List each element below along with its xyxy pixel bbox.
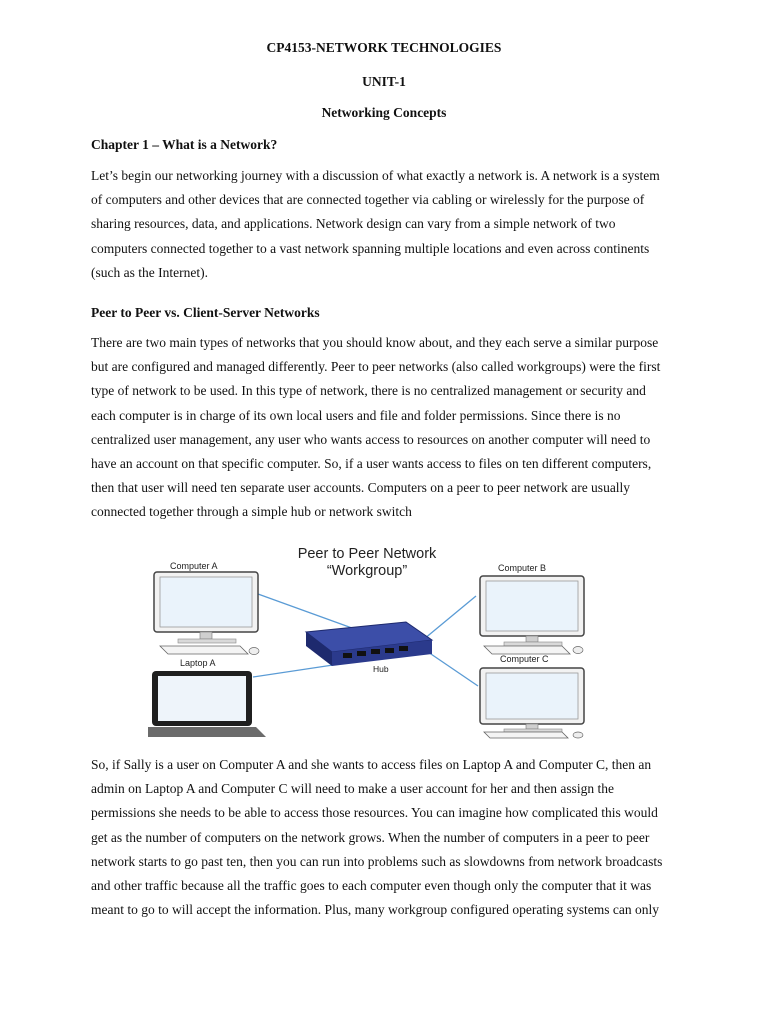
paragraph-line: So, if Sally is a user on Computer A and she wants to access files on Laptop A and Computer C, then an bbox=[91, 757, 652, 772]
paragraph-line: type of network to be used. In this type of network, there is no centralized management or security and bbox=[91, 383, 646, 399]
peer-to-peer-diagram bbox=[148, 540, 608, 740]
paragraph-line: but are configured and managed differently. Peer to peer networks (also called workgroups) were the first bbox=[91, 359, 661, 375]
computer-a-icon bbox=[154, 572, 259, 655]
cable-computer-c bbox=[428, 652, 478, 686]
paragraph-line: permissions she needs to be able to access those resources. You can imagine how complicated this would bbox=[91, 805, 658, 821]
label-laptop-a: Laptop A bbox=[180, 658, 216, 668]
unit-title: UNIT-1 bbox=[362, 74, 406, 89]
section-heading: Peer to Peer vs. Client-Server Networks bbox=[91, 305, 320, 320]
paragraph-line: computers connected together to a vast network spanning multiple locations and even across continents bbox=[91, 240, 650, 256]
label-computer-c: Computer C bbox=[500, 654, 549, 664]
label-computer-b: Computer B bbox=[498, 563, 547, 573]
diagram-title-line1: Peer to Peer Network bbox=[297, 546, 437, 562]
label-hub: Hub bbox=[373, 664, 389, 674]
topic-title: Networking Concepts bbox=[321, 105, 447, 120]
paragraph-line: of computers and other devices that are connected together via cabling or wirelessly for the purpose of bbox=[91, 192, 645, 208]
paragraph-line: (such as the Internet). bbox=[91, 264, 208, 280]
paragraph-line: network starts to go past ten, then you can run into problems such as slowdowns from network broadcasts bbox=[91, 853, 663, 869]
hub-icon bbox=[306, 622, 432, 666]
paragraph-line: connected together through a simple hub or network switch bbox=[91, 504, 412, 520]
paragraph-line: get as the number of computers on the network grows. When the number of computers in a peer to peer bbox=[91, 829, 650, 845]
paragraph-line: admin on Laptop A and Computer C will need to make a user account for her and then assign the bbox=[91, 781, 614, 797]
course-title: CP4153-NETWORK TECHNOLOGIES bbox=[266, 40, 502, 55]
laptop-a-icon bbox=[148, 671, 266, 737]
chapter-heading: Chapter 1 – What is a Network? bbox=[91, 137, 278, 152]
paragraph-line: and other traffic because all the traffic goes to each computer even though only the computer that it was bbox=[91, 877, 652, 893]
paragraph-intro bbox=[91, 164, 681, 285]
cable-computer-a bbox=[258, 594, 363, 632]
paragraph-line: centralized user management, any user who wants access to resources on another computer will need to bbox=[91, 431, 651, 447]
computer-c-icon bbox=[480, 668, 584, 738]
paragraph-line: sharing resources, data, and applications. Network design can vary from a simple network of two bbox=[91, 216, 616, 232]
paragraph-line: Let’s begin our networking journey with a discussion of what exactly a network is. A network is a system bbox=[91, 168, 660, 183]
paragraph-line: then that user will need ten separate user accounts. Computers on a peer to peer network are usually bbox=[91, 480, 631, 496]
paragraph-line: There are two main types of networks that you should know about, and they each serve a similar purpose bbox=[91, 335, 659, 350]
diagram-canvas bbox=[148, 540, 608, 740]
computer-b-icon bbox=[480, 576, 584, 654]
paragraph-line: each computer is in charge of its own local users and file and folder permissions. Since there is no bbox=[91, 407, 621, 423]
label-computer-a: Computer A bbox=[170, 561, 218, 571]
paragraph-example bbox=[91, 753, 681, 922]
paragraph-line: meant to go to will accept the information. Plus, many workgroup configured operating systems can only bbox=[91, 902, 660, 918]
diagram-title-line2: “Workgroup” bbox=[326, 563, 408, 579]
paragraph-network-types bbox=[91, 331, 681, 525]
paragraph-line: have an account on that specific computer. So, if a user wants access to files on ten different computers, bbox=[91, 455, 652, 471]
